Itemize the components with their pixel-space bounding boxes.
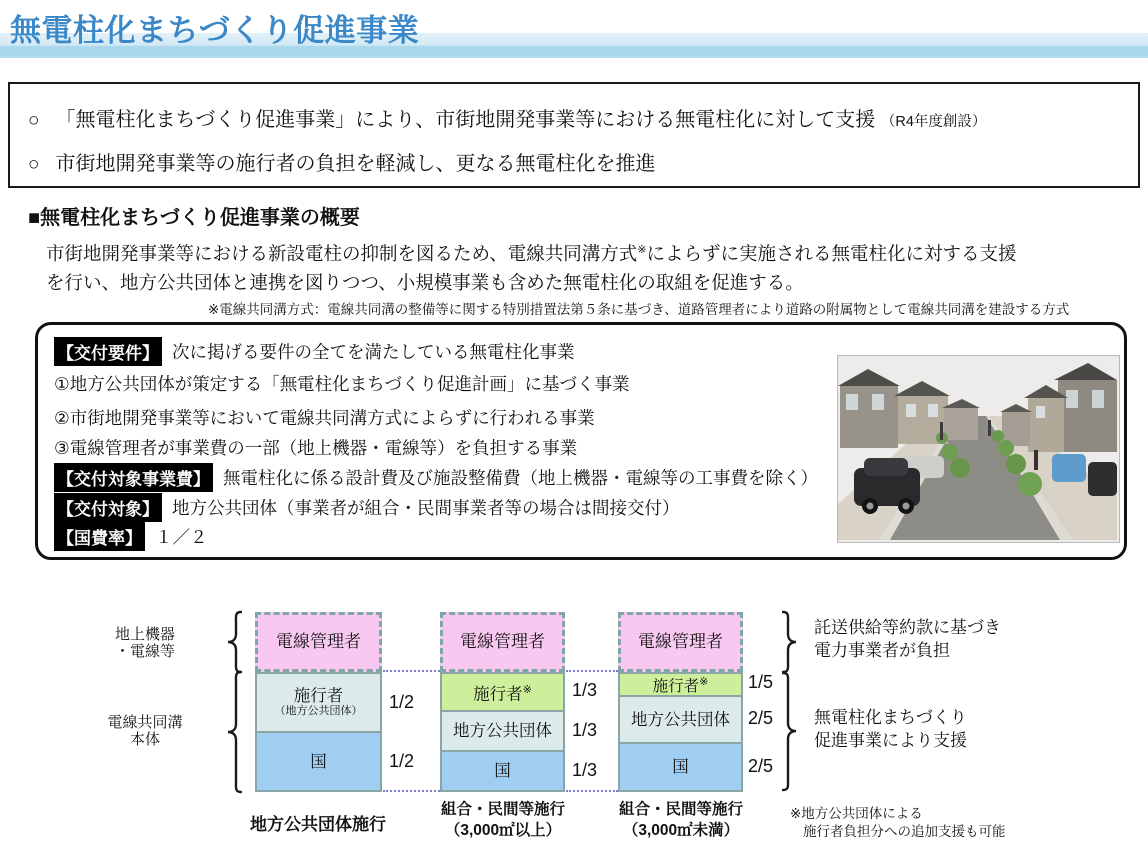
bar3-segment-nation: 国 (618, 742, 743, 792)
dotted-connector (383, 790, 440, 792)
summary-bullet-2 (28, 147, 655, 176)
right-brace-icon (782, 671, 798, 792)
fraction-label: 1/5 (748, 672, 774, 692)
bar3-segment-line-manager: 電線管理者 (618, 612, 743, 672)
bar1-segment-operator: 施行者 （地方公共団体） (255, 672, 382, 733)
bar3-segment-local-gov: 地方公共団体 (618, 695, 743, 744)
grant-requirement-text: 次に掲げる要件の全てを満たしている無電柱化事業 (172, 342, 575, 362)
grant-label-taishou-jigyouhi: 【交付対象事業費】 (54, 463, 213, 492)
summary-bullet-1-text: 「無電柱化まちづくり促進事業」により、市街地開発事業等における無電柱化に対して支援 （R4年度創設） (55, 109, 987, 131)
requirement-item-1: ①地方公共団体が策定する「無電柱化まちづくり促進計画」に基づく事業 (54, 374, 630, 394)
bar1-segment-nation: 国 (255, 731, 382, 792)
grant-requirement-row (54, 337, 575, 366)
overview-heading: ■無電柱化まちづくり促進事業の概要 (28, 207, 360, 229)
requirement-item-3: ③電線管理者が事業費の一部（地上機器・電線等）を負担する事業 (54, 438, 578, 458)
grant-target-cost-row: 【交付対象事業費】 無電柱化に係る設計費及び施設整備費（地上機器・電線等の工事費を除く） (54, 463, 818, 492)
page-title: 無電柱化まちづくり促進事業 (10, 13, 420, 48)
fraction-label: 1/2 (389, 751, 415, 771)
fraction-label: 1/3 (572, 680, 598, 700)
summary-bullet-1 (28, 103, 986, 132)
additional-support-note: ※地方公共団体による 施行者負担分への追加支援も可能 (790, 806, 1006, 839)
circle-bullet-icon: ○ (28, 154, 40, 175)
bar2-segment-nation: 国 (440, 750, 565, 792)
dotted-connector (566, 670, 618, 672)
bar2-segment-line-manager: 電線管理者 (440, 612, 565, 672)
fraction-label: 2/5 (748, 708, 774, 728)
grant-requirements-box (35, 322, 1127, 560)
requirement-item-2: ②市街地開発事業等において電線共同溝方式によらずに行われる事業 (54, 408, 595, 428)
grant-label-koufu-youken: 【交付要件】 (54, 337, 162, 366)
summary-bullet-2-text: 市街地開発事業等の施行者の負担を軽減し、更なる無電柱化を推進 (55, 153, 656, 175)
bar2-segment-operator: 施行者※ (440, 672, 565, 712)
fraction-label: 2/5 (748, 756, 774, 776)
fraction-label: 1/3 (572, 720, 598, 740)
right-brace-icon (782, 610, 798, 674)
circle-bullet-icon: ○ (28, 110, 40, 131)
bar1-segment-line-manager: 電線管理者 (255, 612, 382, 672)
bar3-caption: 組合・民間等施行 （3,000㎡未満） (618, 801, 743, 839)
bar1-caption: 地方公共団体施行 (250, 815, 386, 834)
label-ground-equipment: 地上機器 ・電線等 (114, 626, 175, 660)
fraction-label: 1/2 (389, 692, 415, 712)
left-brace-icon (226, 610, 242, 674)
label-common-duct-body: 電線共同溝 本体 (107, 714, 183, 748)
program-support-note: 無電柱化まちづくり 促進事業により支援 (814, 708, 967, 750)
dotted-connector (566, 790, 618, 792)
bar2-caption: 組合・民間等施行 （3,000㎡以上） (440, 801, 565, 839)
overview-body: 市街地開発事業等における新設電柱の抑制を図るため、電線共同溝方式※によらずに実施される無電柱化に対する支援 を行い、地方公共団体と連携を図りつつ、小規模事業も含めた無電柱化の取組を促進する。 (46, 243, 1017, 294)
grant-label-koufu-taishou: 【交付対象】 (54, 493, 162, 522)
fraction-label: 1/3 (572, 760, 598, 780)
summary-bullet-1-suffix: （R4年度創設） (880, 114, 987, 130)
bar3-segment-operator: 施行者※ (618, 672, 743, 697)
power-company-burden-note: 託送供給等約款に基づき 電力事業者が負担 (814, 618, 1001, 660)
dotted-connector (383, 670, 440, 672)
summary-box (8, 82, 1140, 188)
overview-footnote: ※電線共同溝方式：電線共同溝の整備等に関する特別措置法第５条に基づき、道路管理者により道路の附属物として電線共同溝を建設する方式 (208, 302, 1070, 317)
grant-target-row: 【交付対象】 地方公共団体（事業者が組合・民間事業者等の場合は間接交付） (54, 493, 680, 522)
street-photo (837, 355, 1120, 543)
footnote-marker: ※ (637, 244, 647, 256)
square-bullet-icon: ■ (28, 207, 41, 229)
national-cost-rate-row: 【国費率】 １／２ (54, 522, 208, 551)
left-brace-icon (226, 670, 242, 794)
bar2-segment-local-gov: 地方公共団体 (440, 710, 565, 752)
grant-label-kokuhiritsu: 【国費率】 (54, 522, 145, 551)
